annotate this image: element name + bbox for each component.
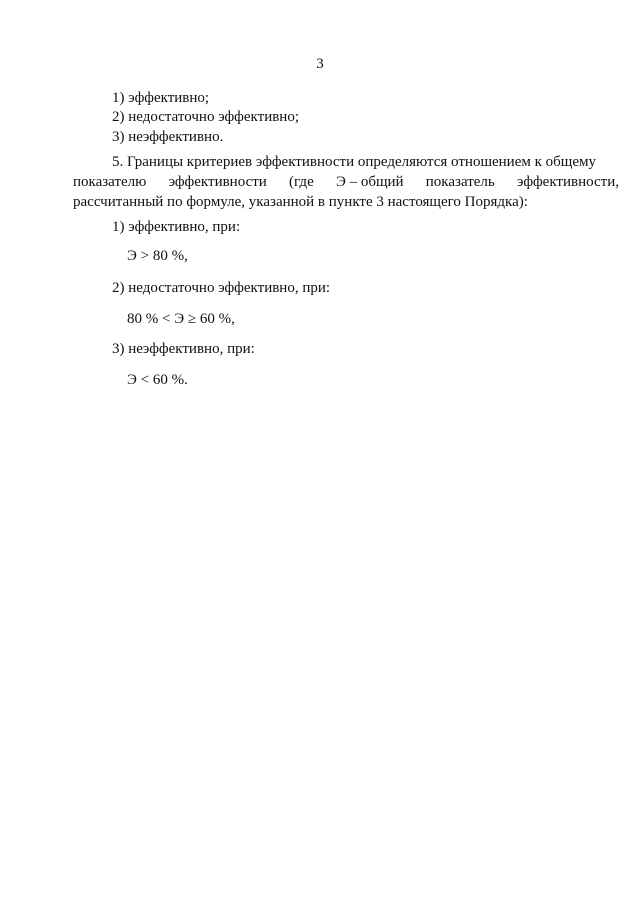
list-item: 3) неэффективно. (112, 129, 224, 145)
word: эффективности, (516, 174, 619, 190)
page-number: 3 (316, 56, 324, 72)
paragraph-5-line-1 (73, 153, 619, 172)
criterion-label: 2) недостаточно эффективно, при: (112, 280, 331, 296)
word: (где (289, 174, 314, 190)
word: Э – общий (335, 174, 404, 190)
criterion-formula: Э < 60 %. (127, 372, 188, 388)
word: показателю (73, 174, 147, 190)
paragraph-text: 5. Границы критериев эффективности определяются отношением к общему (112, 154, 596, 170)
word: эффективности (168, 174, 267, 190)
paragraph-5-line-2 (73, 173, 619, 192)
paragraph-5-line-3: рассчитанный по формуле, указанной в пункте 3 настоящего Порядка): (73, 194, 528, 210)
criterion-label: 3) неэффективно, при: (112, 341, 255, 357)
list-item: 2) недостаточно эффективно; (112, 109, 300, 125)
criterion-formula: 80 % < Э ≥ 60 %, (127, 311, 235, 327)
list-item: 1) эффективно; (112, 90, 210, 106)
criterion-label: 1) эффективно, при: (112, 219, 241, 235)
word: показатель (425, 174, 495, 190)
criterion-formula: Э > 80 %, (127, 248, 188, 264)
